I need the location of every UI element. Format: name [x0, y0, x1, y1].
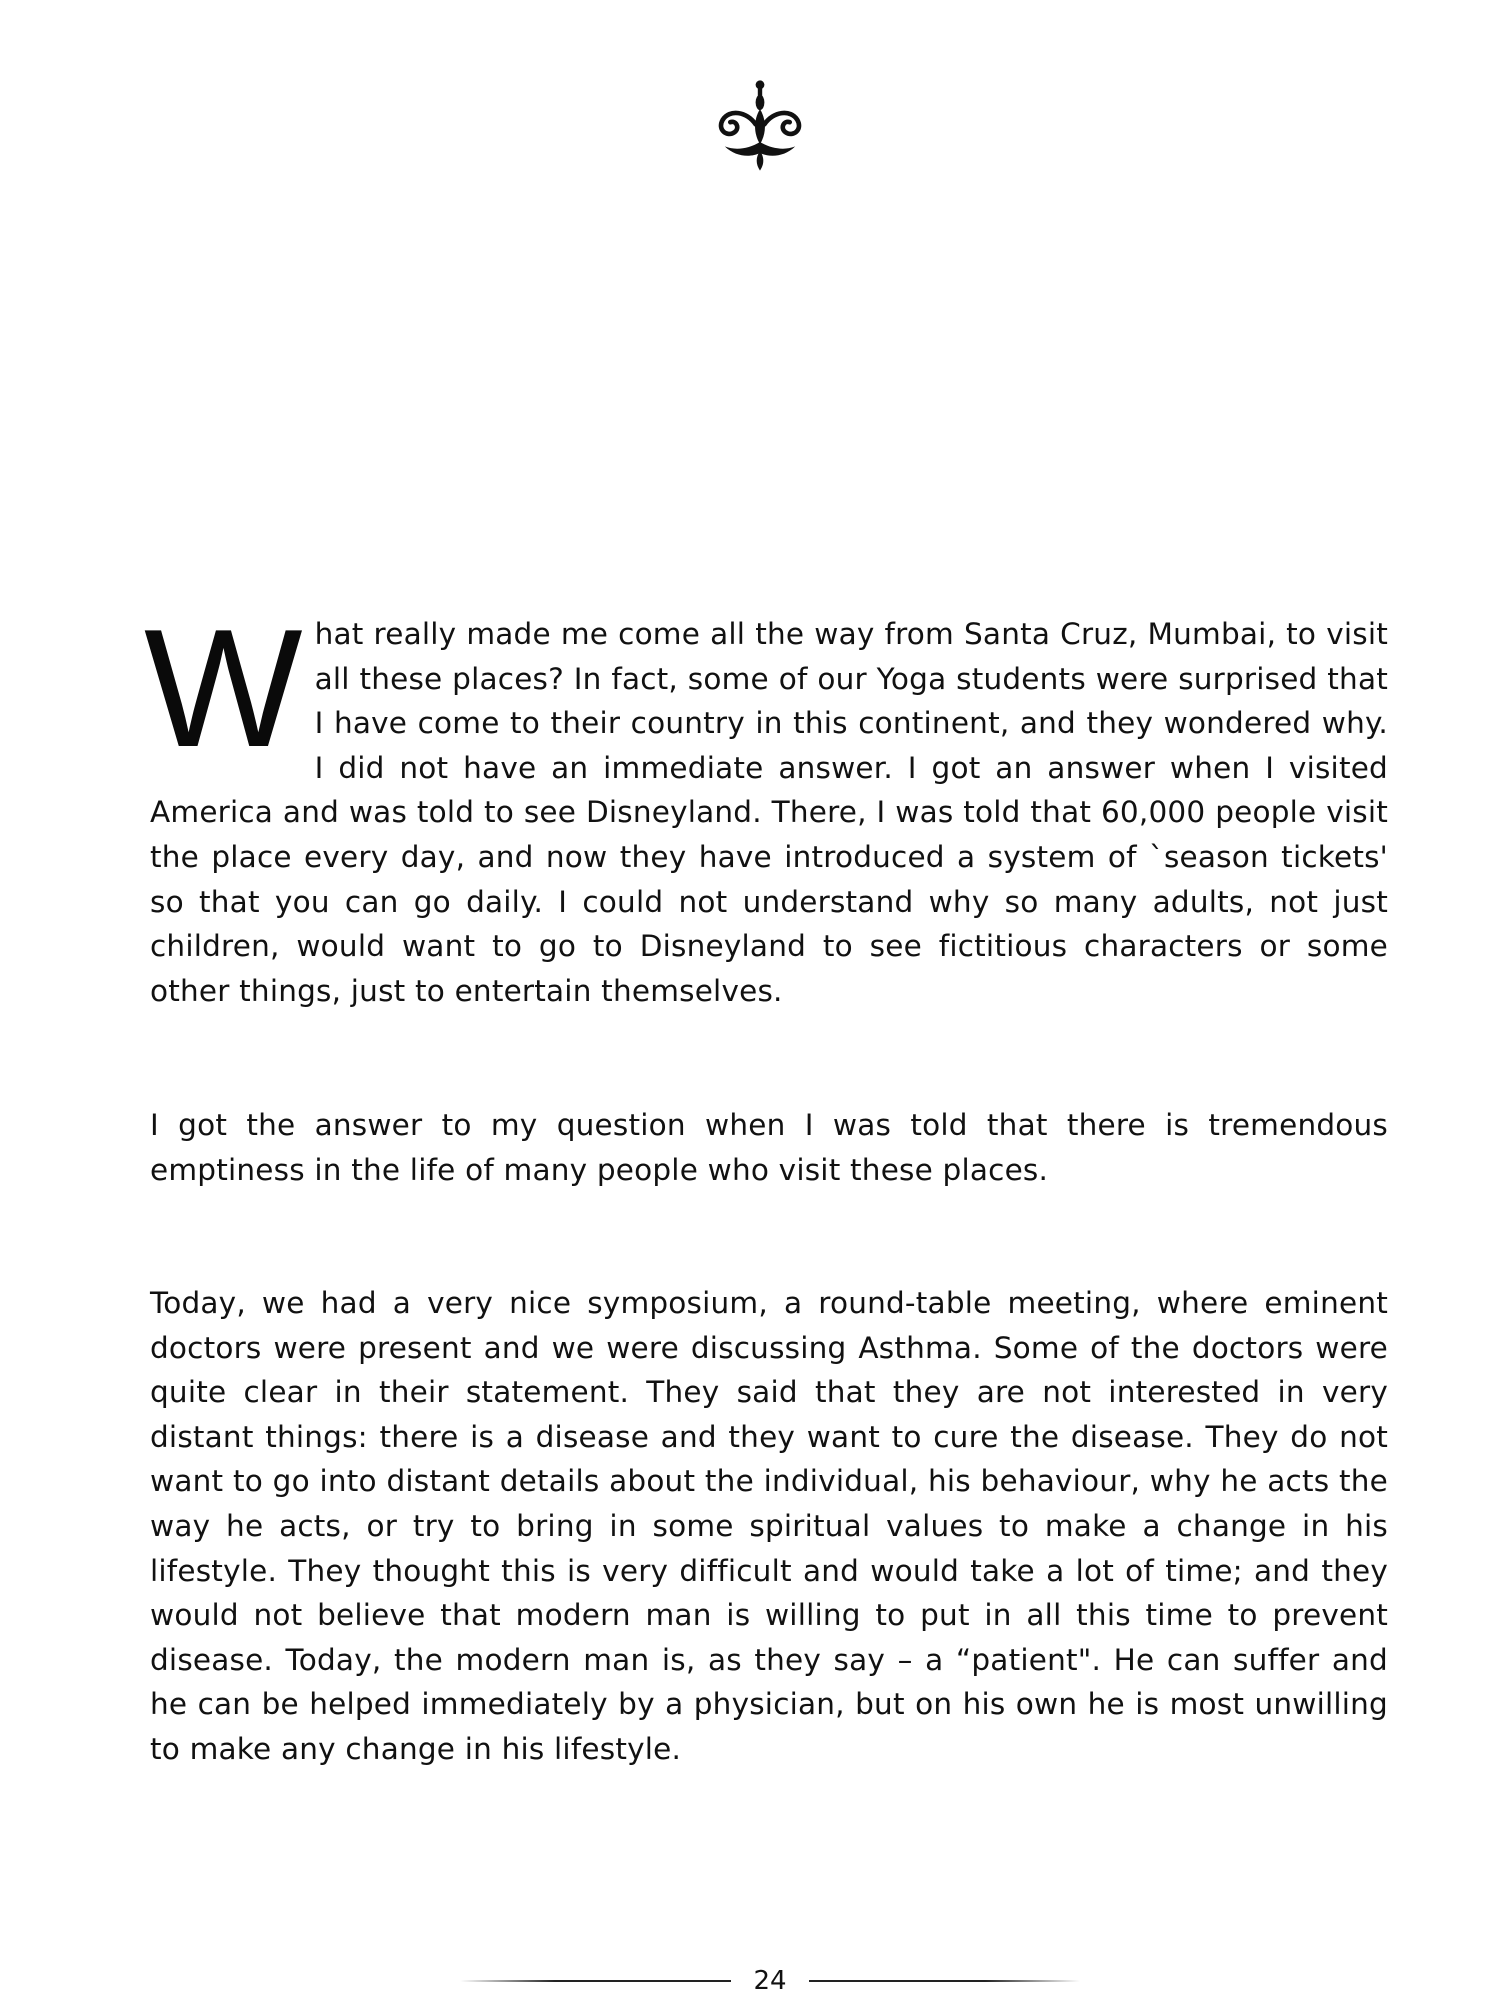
- ornament-icon: [705, 76, 815, 186]
- drop-cap: W: [144, 594, 297, 782]
- footer-rule-right: [809, 1980, 1080, 1982]
- fleur-de-lis-scroll-icon: [705, 76, 815, 186]
- paragraph-2: [150, 1103, 1388, 1192]
- paragraph-1: [144, 594, 1388, 1013]
- paragraph-1-text: hat really made me come all the way from Santa Cruz, Mumbai, to visit all these places? In fact, some of our Yoga students were surprised that I have come to their country in this continent, and they wondered why. I did not have an immediate answer. I got an answer when I visited America and was told to see Disneyland. There, I was told that 60,000 people visit the place every day, and now they have introduced a system of `season tickets' so that you can go daily. I could not understand why so many adults, not just children, would want to go to Disneyland to see fictitious characters or some other things, just to entertain themselves.: [150, 617, 1388, 1008]
- page-footer: [460, 1964, 1080, 1998]
- footer-rule-left: [460, 1980, 731, 1982]
- paragraph-3-text: Today, we had a very nice symposium, a round-table meeting, where eminent doctors were present and we were discussing Asthma. Some of the doctors were quite clear in their statement. They said that they are not interested in very distant things: there is a disease and they want to cure the disease. They do not want to go into distant details about the individual, his behaviour, why he acts the way he acts, or try to bring in some spiritual values to make a change in his lifestyle. They thought this is very difficult and would take a lot of time; and they would not believe that modern man is willing to put in all this time to prevent disease. Today, the modern man is, as they say – a “patient". He can suffer and he can be helped immediately by a physician, but on his own he is most unwilling to make any change in his lifestyle.: [150, 1286, 1388, 1766]
- page-number: 24: [753, 1966, 787, 1996]
- paragraph-2-text: I got the answer to my question when I was told that there is tremendous emptiness in the life of many people who visit these places.: [150, 1108, 1388, 1187]
- paragraph-3: [150, 1281, 1388, 1772]
